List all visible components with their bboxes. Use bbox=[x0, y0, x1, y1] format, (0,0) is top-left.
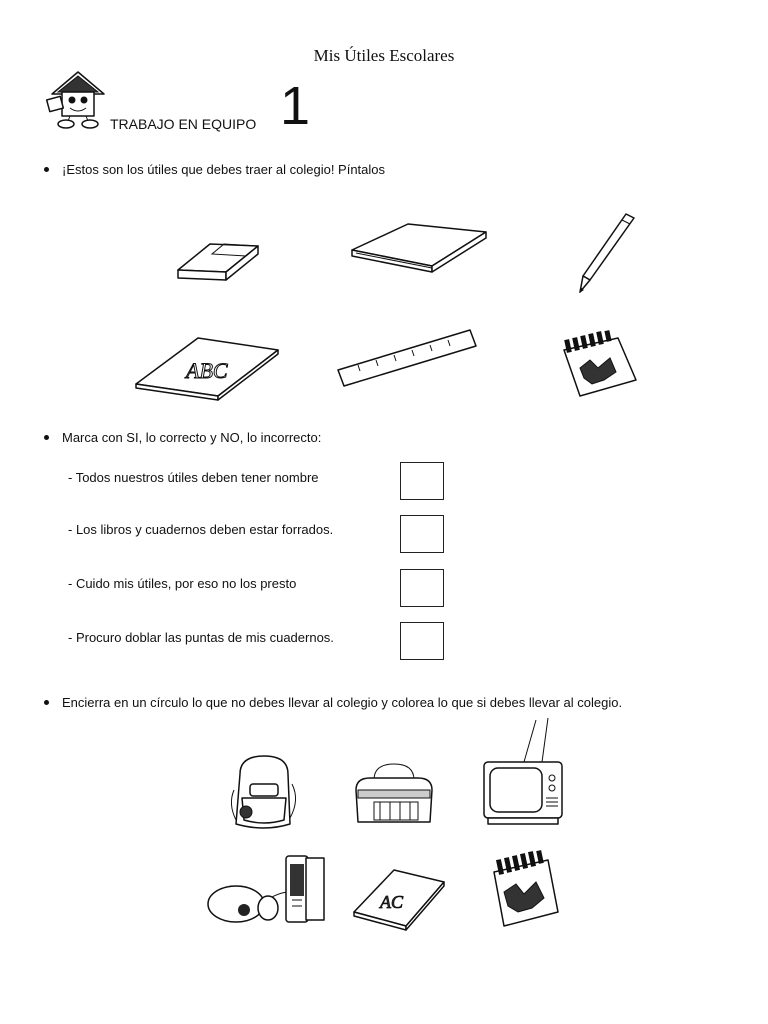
crayon-box-icon bbox=[490, 856, 562, 932]
crayon-box-icon bbox=[560, 332, 640, 400]
eraser-icon bbox=[176, 238, 262, 284]
statement-2: - Los libros y cuadernos deben estar forrados. bbox=[68, 522, 334, 537]
statement-1: - Todos nuestros útiles deben tener nombre bbox=[68, 470, 319, 485]
page-title: Mis Útiles Escolares bbox=[313, 46, 455, 65]
instruction-1: ¡Estos son los útiles que debes traer al colegio! Píntalos bbox=[44, 162, 385, 177]
bullet-icon bbox=[44, 167, 49, 172]
team-number: 1 bbox=[280, 76, 311, 136]
walkman-icon bbox=[206, 852, 330, 926]
notebook-icon bbox=[350, 868, 448, 930]
notebook-icon bbox=[132, 334, 282, 402]
backpack-icon bbox=[226, 754, 300, 834]
mascot-house-icon bbox=[44, 68, 108, 132]
pencil-icon bbox=[574, 210, 638, 294]
instruction-3: Encierra en un círculo lo que no debes llevar al colegio y colorea lo que si debes llevar al colegio. bbox=[44, 695, 622, 710]
instruction-2: Marca con SI, lo correcto y NO, lo incorrecto: bbox=[44, 430, 321, 445]
statement-4: - Procuro doblar las puntas de mis cuadernos. bbox=[68, 630, 334, 645]
svg-text:AC: AC bbox=[380, 892, 404, 912]
svg-text:ABC: ABC bbox=[186, 358, 228, 383]
book-icon bbox=[348, 222, 490, 272]
answer-box-1[interactable] bbox=[400, 462, 444, 500]
answer-box-3[interactable] bbox=[400, 569, 444, 607]
bullet-icon bbox=[44, 435, 49, 440]
answer-box-2[interactable] bbox=[400, 515, 444, 553]
bullet-icon bbox=[44, 700, 49, 705]
statement-3: - Cuido mis útiles, por eso no los presto bbox=[68, 576, 297, 591]
television-icon bbox=[480, 716, 570, 830]
answer-box-4[interactable] bbox=[400, 622, 444, 660]
lunchbox-icon bbox=[350, 758, 438, 826]
team-work-label: TRABAJO EN EQUIPO bbox=[110, 116, 257, 132]
ruler-icon bbox=[336, 326, 478, 390]
